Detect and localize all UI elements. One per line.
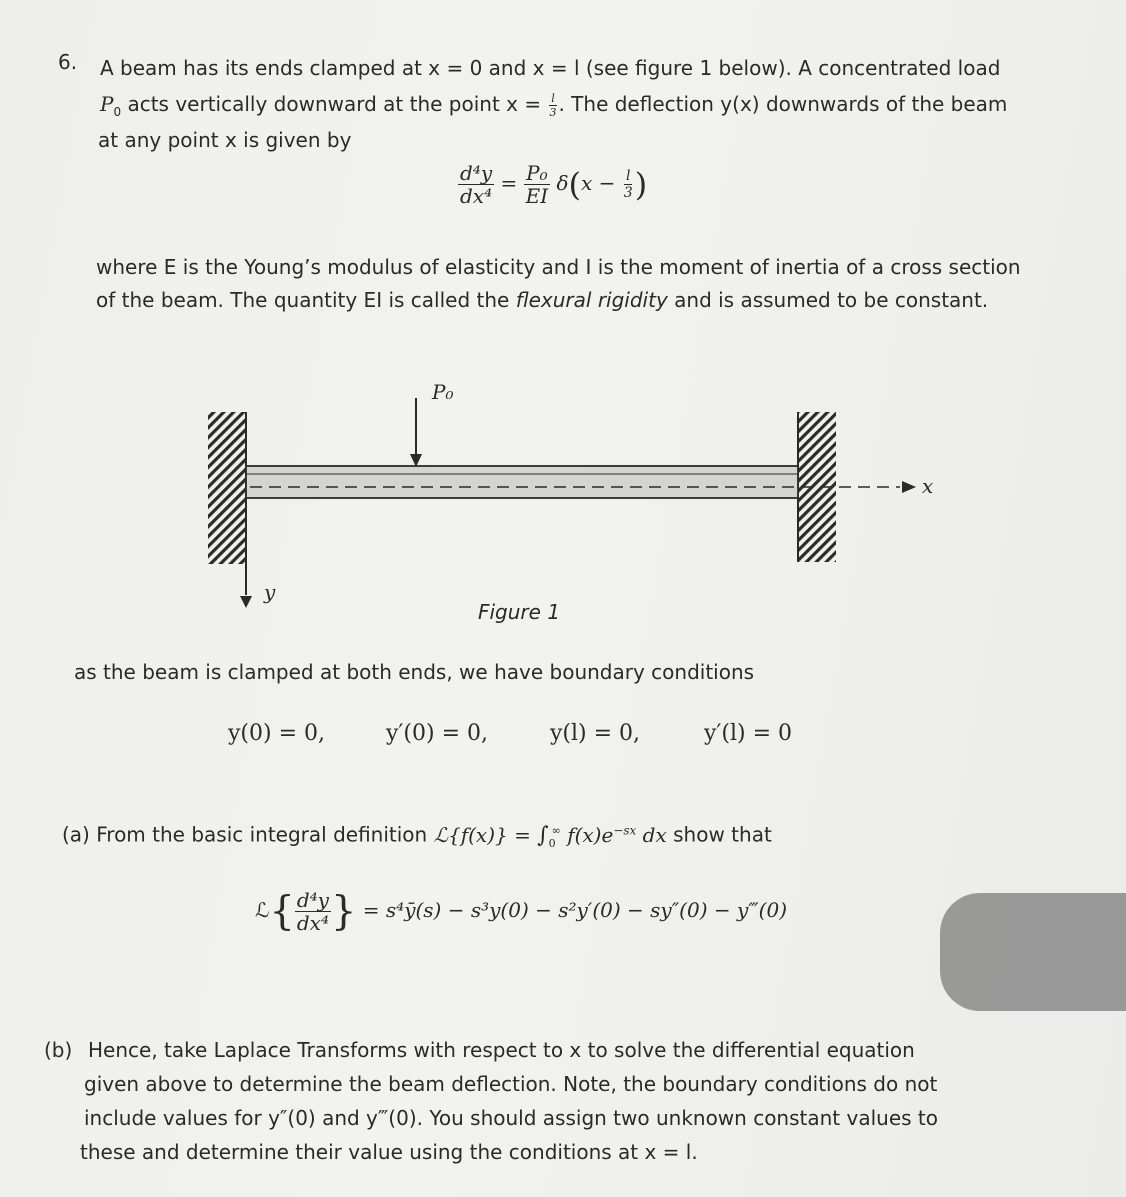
ode-arg-x: x −: [581, 171, 616, 195]
result-num: d⁴y: [296, 888, 329, 912]
load-subscript: 0: [113, 105, 122, 119]
differential: dx: [636, 822, 667, 847]
x-axis-label: x: [922, 474, 934, 498]
integral-lower: 0: [548, 836, 556, 850]
finger-shadow: [940, 893, 1126, 1011]
part-b-line-1: Hence, take Laplace Transforms with respect to x to solve the differential equation: [88, 1038, 915, 1062]
question-line-3: at any point x is given by: [98, 128, 352, 152]
bc-yprime0: y′(0) = 0,: [386, 721, 488, 746]
part-b-line-3: include values for y″(0) and y‴(0). You should assign two unknown constant values to: [84, 1106, 938, 1130]
part-b-line-4: these and determine their value using the conditions at x = l.: [80, 1140, 698, 1164]
figure-caption: Figure 1: [478, 600, 561, 624]
ode-rhs-den: EI: [525, 184, 549, 208]
laplace-definition: [433, 822, 667, 850]
load-arrowhead: [410, 454, 422, 467]
part-a-label: (a): [62, 822, 90, 847]
exponent: −sx: [613, 823, 637, 837]
bc-y0: y(0) = 0,: [228, 721, 326, 746]
bc-yl: y(l) = 0,: [550, 721, 641, 746]
integrand: f(x)e: [560, 822, 614, 847]
laplace-result: [255, 890, 787, 933]
integral-sign: ∫: [537, 822, 549, 848]
point-fraction-den: 3: [549, 106, 557, 119]
brace-open: {: [269, 888, 295, 935]
laplace-lhs: ℒ{f(x)} =: [433, 822, 538, 847]
part-b-label: (b): [44, 1038, 73, 1062]
where-line-2-end: and is assumed to be constant.: [667, 288, 989, 312]
ode-delta: δ: [556, 171, 569, 195]
part-a-text: [62, 818, 772, 856]
y-axis-arrowhead: [240, 596, 252, 608]
where-line-2-start: of the beam. The quantity EI is called the: [96, 288, 516, 312]
question-line-2-end: . The deflection y(x) downwards of the beam: [558, 92, 1008, 116]
ode-lhs-num: d⁴y: [460, 161, 493, 185]
ode-paren-close: ): [634, 165, 648, 204]
part-b-line-2: given above to determine the beam deflection. Note, the boundary conditions do not: [84, 1072, 938, 1096]
point-fraction-num: l: [551, 92, 555, 105]
result-rhs: = s⁴ȳ(s) − s³y(0) − s²y′(0) − sy″(0) − y‴(0): [362, 898, 788, 922]
ode-arg-den: 3: [623, 185, 633, 201]
x-axis-arrowhead: [902, 481, 916, 493]
brace-close: }: [330, 888, 357, 935]
flexural-rigidity-term: flexural rigidity: [515, 288, 668, 312]
boundary-intro: as the beam is clamped at both ends, we have boundary conditions: [74, 660, 755, 684]
y-axis-label: y: [264, 580, 276, 604]
where-line-1: where E is the Young’s modulus of elasticity and I is the moment of inertia of a cross section: [96, 255, 1021, 279]
result-den: dx⁴: [296, 911, 329, 935]
ode-equals: =: [500, 171, 518, 195]
beam-body: [246, 466, 798, 498]
laplace-symbol: ℒ: [255, 898, 270, 922]
question-number: 6.: [58, 50, 78, 74]
result-fraction: [295, 890, 331, 933]
bc-yprimel: y′(l) = 0: [704, 721, 793, 746]
ode-arg-num: l: [625, 168, 631, 184]
ode-rhs-num: P₀: [526, 161, 548, 185]
load-symbol: P: [100, 92, 114, 116]
question-line-1: A beam has its ends clamped at x = 0 and x = l (see figure 1 below). A concentrated load: [100, 56, 1001, 80]
part-a-tail: show that: [666, 822, 772, 847]
integral-upper: ∞: [551, 824, 561, 837]
left-wall-hatching: [208, 412, 246, 564]
load-label: P₀: [432, 380, 454, 404]
question-line-2-mid: acts vertically downward at the point x =: [121, 92, 548, 116]
ode-lhs-den: dx⁴: [460, 184, 493, 208]
part-a-intro: From the basic integral definition: [96, 822, 434, 847]
ode-paren-open: (: [568, 165, 581, 204]
